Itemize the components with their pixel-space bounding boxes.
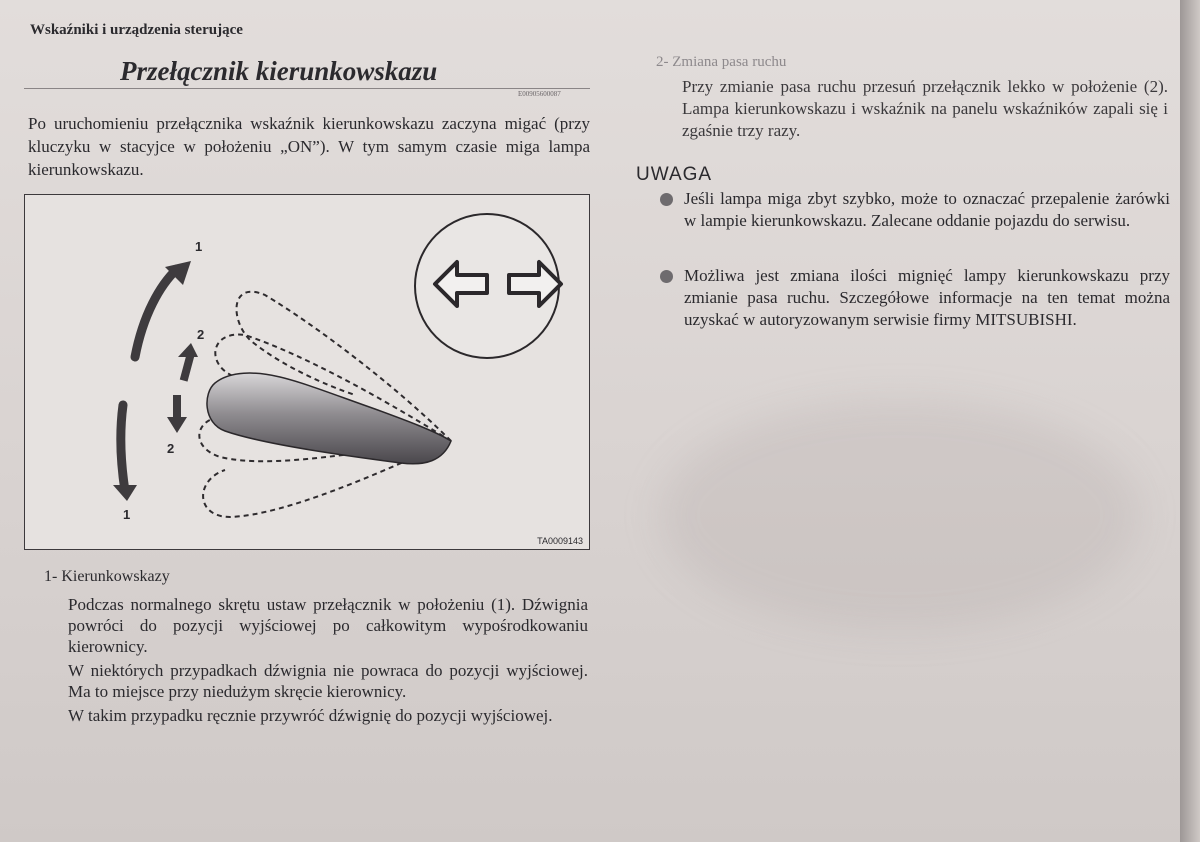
- note-bullet-item: [660, 265, 1170, 331]
- bullet-icon: [660, 193, 673, 206]
- lever: [207, 373, 451, 464]
- item-1-paragraph: W takim przypadku ręcznie przywróć dźwignię do pozycji wyjściowej.: [68, 706, 553, 725]
- item-1-heading: 1- Kierunkowskazy: [44, 568, 170, 585]
- note-text: Możliwa jest zmiana ilości mignięć lampy kierunkowskazu przy zmianie pasa ruchu. Szczegółowe informacje na ten temat można uzyskać w autoryzowanym serwisie firmy MITSUBISHI.: [684, 266, 1170, 329]
- title-rule: [24, 88, 590, 89]
- intro-paragraph: Po uruchomieniu przełącznika wskaźnik kierunkowskazu zaczyna migać (przy kluczyku w stacyjce w położeniu „ON”). W tym samym czasie miga lampa kierunkowskazu.: [28, 114, 590, 179]
- bullet-icon: [660, 270, 673, 283]
- turn-signal-figure: [24, 194, 590, 550]
- item-1-paragraph: W niektórych przypadkach dźwignia nie powraca do pozycji wyjściowej. Ma to miejsce przy niedużym skręcie kierownicy.: [68, 661, 588, 701]
- item-2-heading: 2- Zmiana pasa ruchu: [656, 54, 787, 70]
- doc-code: E00905600087: [518, 90, 561, 98]
- label-down-2: 2: [167, 441, 175, 456]
- arrow-2-up: [178, 343, 198, 357]
- lever-illustration: [25, 195, 589, 549]
- note-title: UWAGA: [636, 164, 713, 185]
- figure-code: TA0009143: [537, 536, 583, 546]
- arrow-1-down: [121, 405, 125, 491]
- section-title: Przełącznik kierunkowskazu: [120, 56, 438, 86]
- arrow-1-up: [135, 269, 177, 357]
- label-up-1: 1: [195, 239, 203, 254]
- item-1-paragraph: Podczas normalnego skrętu ustaw przełącznik w położeniu (1). Dźwignia powróci do pozycji wyjściowej po całkowitym wypośrodkowaniu kierownicy.: [68, 595, 588, 656]
- running-head: Wskaźniki i urządzenia sterujące: [30, 22, 243, 38]
- label-up-2: 2: [197, 327, 205, 342]
- label-down-1: 1: [123, 507, 131, 522]
- arrow-2-down: [167, 417, 187, 433]
- item-2-body: Przy zmianie pasa ruchu przesuń przełącznik lekko w położenie (2). Lampa kierunkowskazu i wskaźnik na panelu wskaźników zapali się i zgaśnie trzy razy.: [682, 77, 1168, 140]
- page-edge: [1180, 0, 1200, 842]
- page-shadow: [660, 400, 1140, 630]
- item-1-body: [68, 594, 588, 729]
- note-text: Jeśli lampa miga zbyt szybko, może to oznaczać przepalenie żarówki w lampie kierunkowskazu. Zalecane oddanie pojazdu do serwisu.: [684, 189, 1170, 230]
- note-bullet-item: [660, 188, 1170, 232]
